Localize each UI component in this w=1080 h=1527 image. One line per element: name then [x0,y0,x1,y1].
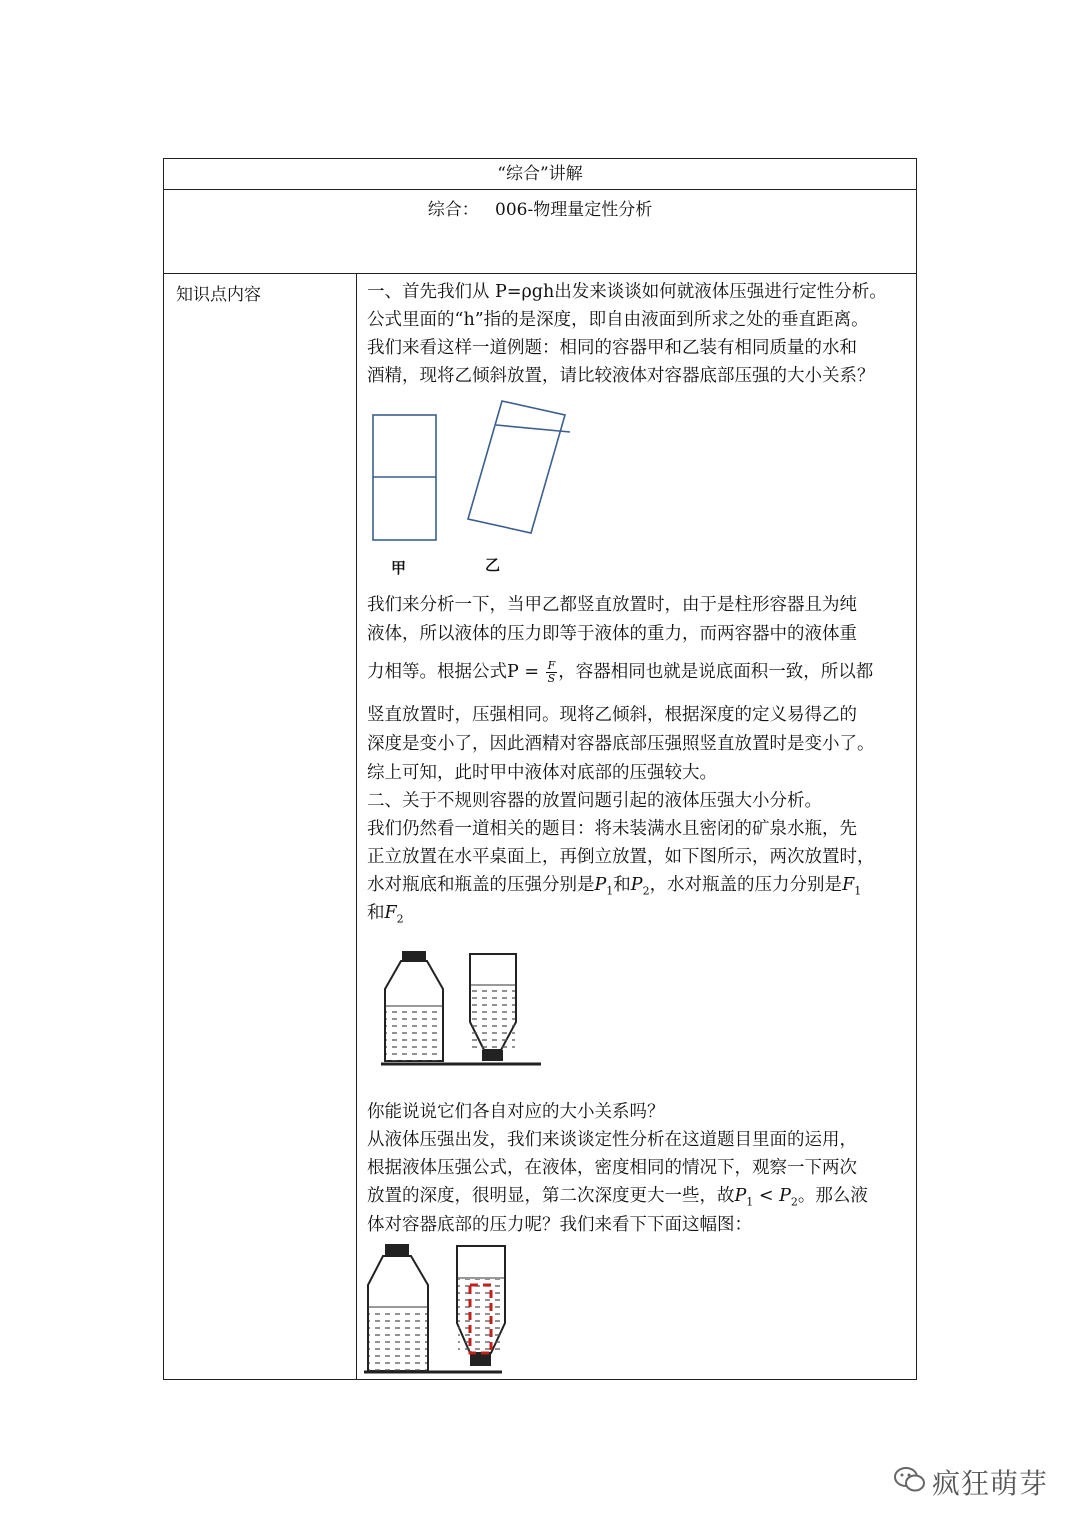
para-line: 我们仍然看一道相关的题目：将未装满水且密闭的矿泉水瓶，先 [367,819,857,839]
inverted-bottle [457,1246,505,1366]
label-column [164,274,357,1379]
label-jia: 甲 [391,559,407,577]
para-line-f2: 和$F_2$ [367,903,404,926]
para-line: 竖直放置时，压强相同。现将乙倾斜，根据深度的定义易得乙的 [367,705,857,725]
bottles-figure [381,946,581,1076]
para-line-p1-lt-p2: 放置的深度，很明显，第二次深度更大一些，故$P_1 < P_2$。那么液 [367,1186,868,1209]
wechat-logo-icon [893,1465,927,1493]
watermark-text: 疯狂萌芽 [932,1467,1049,1500]
para-line: 我们来看这样一道例题：相同的容器甲和乙装有相同质量的水和 [367,338,857,358]
formula-line: 力相等。根据公式P = $\frac{F}{S}$ ，容器相同也就是说底面积一致，所以都 [367,659,874,685]
upright-bottle [385,951,443,1061]
para-line: 从液体压强出发，我们来谈谈定性分析在这道题目里面的运用， [367,1130,857,1150]
para-line: 一、首先我们从 P=ρgh出发来谈谈如何就液体压强进行定性分析。 [367,282,887,302]
container-yi-tilted [468,401,565,533]
para-line-p1-p2: 水对瓶底和瓶盖的压强分别是$P_1$和$P_2$，水对瓶盖的压力分别是$F_1$ [367,875,862,898]
para-line: 液体，所以液体的压力即等于液体的重力，而两容器中的液体重 [367,624,857,644]
content-column [356,274,916,1379]
para-line: 我们来分析一下，当甲乙都竖直放置时，由于是柱形容器且为纯 [367,595,857,615]
para-line: 深度是变小了，因此酒精对容器底部压强照竖直放置时是变小了。 [367,734,875,754]
lesson-table [163,158,917,1380]
para-line: 正立放置在水平桌面上，再倒立放置，如下图所示，两次放置时， [367,847,875,867]
upright-bottle [368,1244,428,1371]
para-line: 你能说说它们各自对应的大小关系吗？ [367,1102,665,1122]
para-line: 综上可知，此时甲中液体对底部的压强较大。 [367,763,717,783]
table-subtitle: 综合： 006-物理量定性分析 [164,189,916,274]
para-line: 公式里面的“h”指的是深度，即自由液面到所求之处的垂直距离。 [367,310,869,330]
container-yi-water-level [496,425,570,432]
inverted-bottle [470,954,516,1061]
knowledge-label: 知识点内容 [176,285,261,305]
para-line: 根据液体压强公式，在液体，密度相同的情况下，观察一下两次 [367,1158,857,1178]
table-title: “综合”讲解 [164,159,916,190]
bottles-column-figure [364,1241,564,1381]
para-line: 二、关于不规则容器的放置问题引起的液体压强大小分析。 [367,791,822,811]
label-yi: 乙 [485,556,501,574]
fraction-f-over-s: $\frac{F}{S}$ [547,659,556,685]
para-line: 体对容器底部的压力呢？我们来看下下面这幅图： [367,1215,752,1235]
para-line: 酒精，现将乙倾斜放置，请比较液体对容器底部压强的大小关系？ [367,366,875,386]
